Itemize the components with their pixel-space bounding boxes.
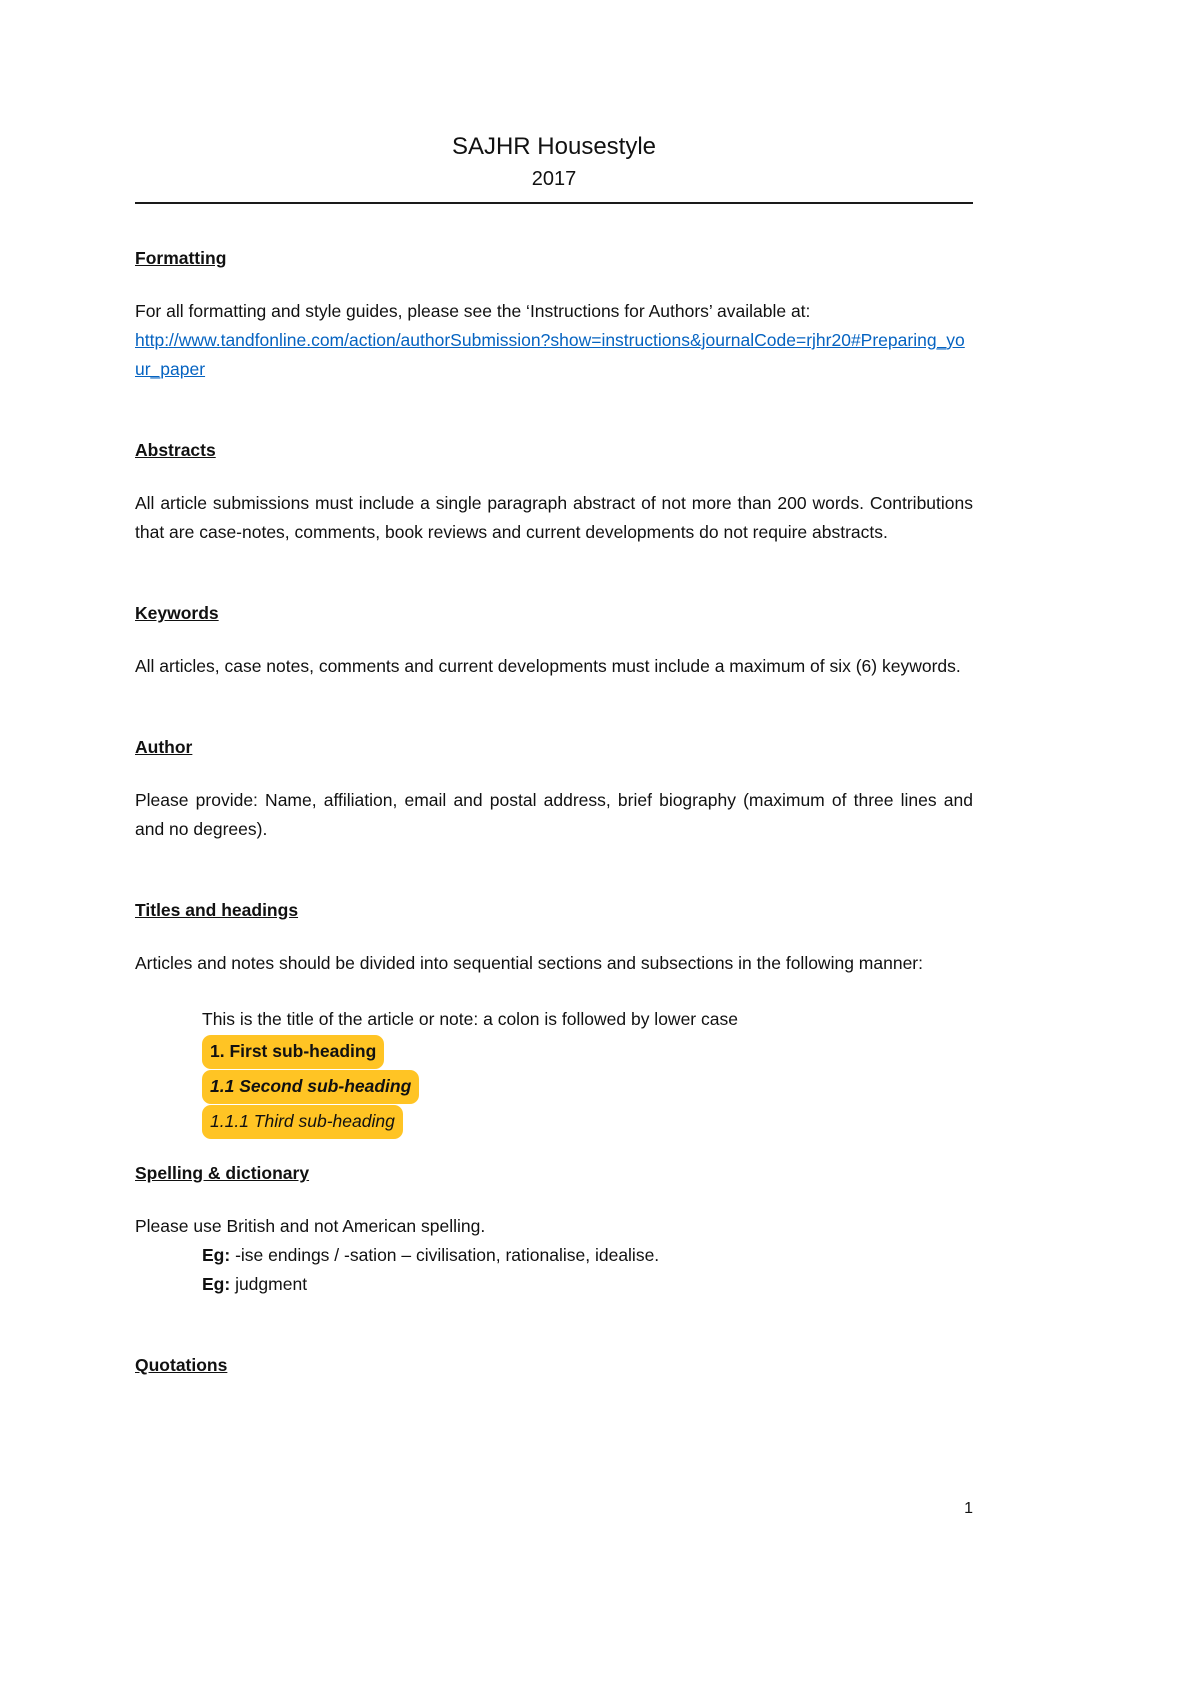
example-first-sub-heading: 1. First sub-heading (202, 1035, 384, 1069)
paragraph-spelling (135, 1212, 973, 1299)
paragraph-formatting (135, 297, 973, 384)
eg-label: Eg: (202, 1274, 231, 1294)
spelling-example-2 (202, 1274, 307, 1294)
author-instructions-link[interactable]: http://www.tandfonline.com/action/authorSubmission?show=instructions&journalCode=rjhr20#Preparing_your_paper (135, 330, 965, 379)
paragraph-abstracts: All article submissions must include a single paragraph abstract of not more than 200 words. Contributions that are case-notes, comments, book reviews and current developments do not require abstracts. (135, 493, 973, 542)
example-sub-heading-row (202, 1105, 973, 1139)
page-footer (135, 1500, 973, 1518)
document-title: SAJHR Housestyle (451, 133, 657, 160)
formatting-intro-text: For all formatting and style guides, please see the ‘Instructions for Authors’ available at: (135, 301, 811, 321)
heading-keywords: Keywords (135, 603, 219, 623)
example-sub-heading-row (202, 1035, 973, 1069)
spelling-example-1-text: -ise endings / -sation – civilisation, rationalise, idealise. (230, 1245, 660, 1265)
example-second-sub-heading: 1.1 Second sub-heading (202, 1070, 419, 1104)
page-number: 1 (964, 1500, 973, 1517)
spelling-example-2-text: judgment (230, 1274, 308, 1294)
heading-titles-and-headings: Titles and headings (135, 900, 299, 920)
headings-example-block (202, 1005, 973, 1139)
heading-quotations: Quotations (135, 1355, 228, 1375)
document-year: 2017 (531, 168, 577, 190)
paragraph-titles-and-headings: Articles and notes should be divided into sequential sections and subsections in the following manner: (135, 953, 923, 973)
heading-abstracts: Abstracts (135, 440, 216, 460)
document-content (135, 132, 973, 1377)
eg-label: Eg: (202, 1245, 231, 1265)
example-sub-heading-row (202, 1070, 973, 1104)
example-third-sub-heading: 1.1.1 Third sub-heading (202, 1105, 403, 1139)
spelling-rule-text: Please use British and not American spelling. (135, 1216, 486, 1236)
heading-formatting: Formatting (135, 248, 227, 268)
paragraph-keywords: All articles, case notes, comments and current developments must include a maximum of six (6) keywords. (135, 656, 961, 676)
document-header (135, 132, 973, 204)
paragraph-author: Please provide: Name, affiliation, email and postal address, brief biography (maximum of three lines and and no degrees). (135, 790, 973, 839)
example-article-title: This is the title of the article or note: a colon is followed by lower case (202, 1009, 738, 1029)
spelling-example-1 (202, 1245, 659, 1265)
heading-spelling-dictionary: Spelling & dictionary (135, 1163, 310, 1183)
heading-author: Author (135, 737, 193, 757)
